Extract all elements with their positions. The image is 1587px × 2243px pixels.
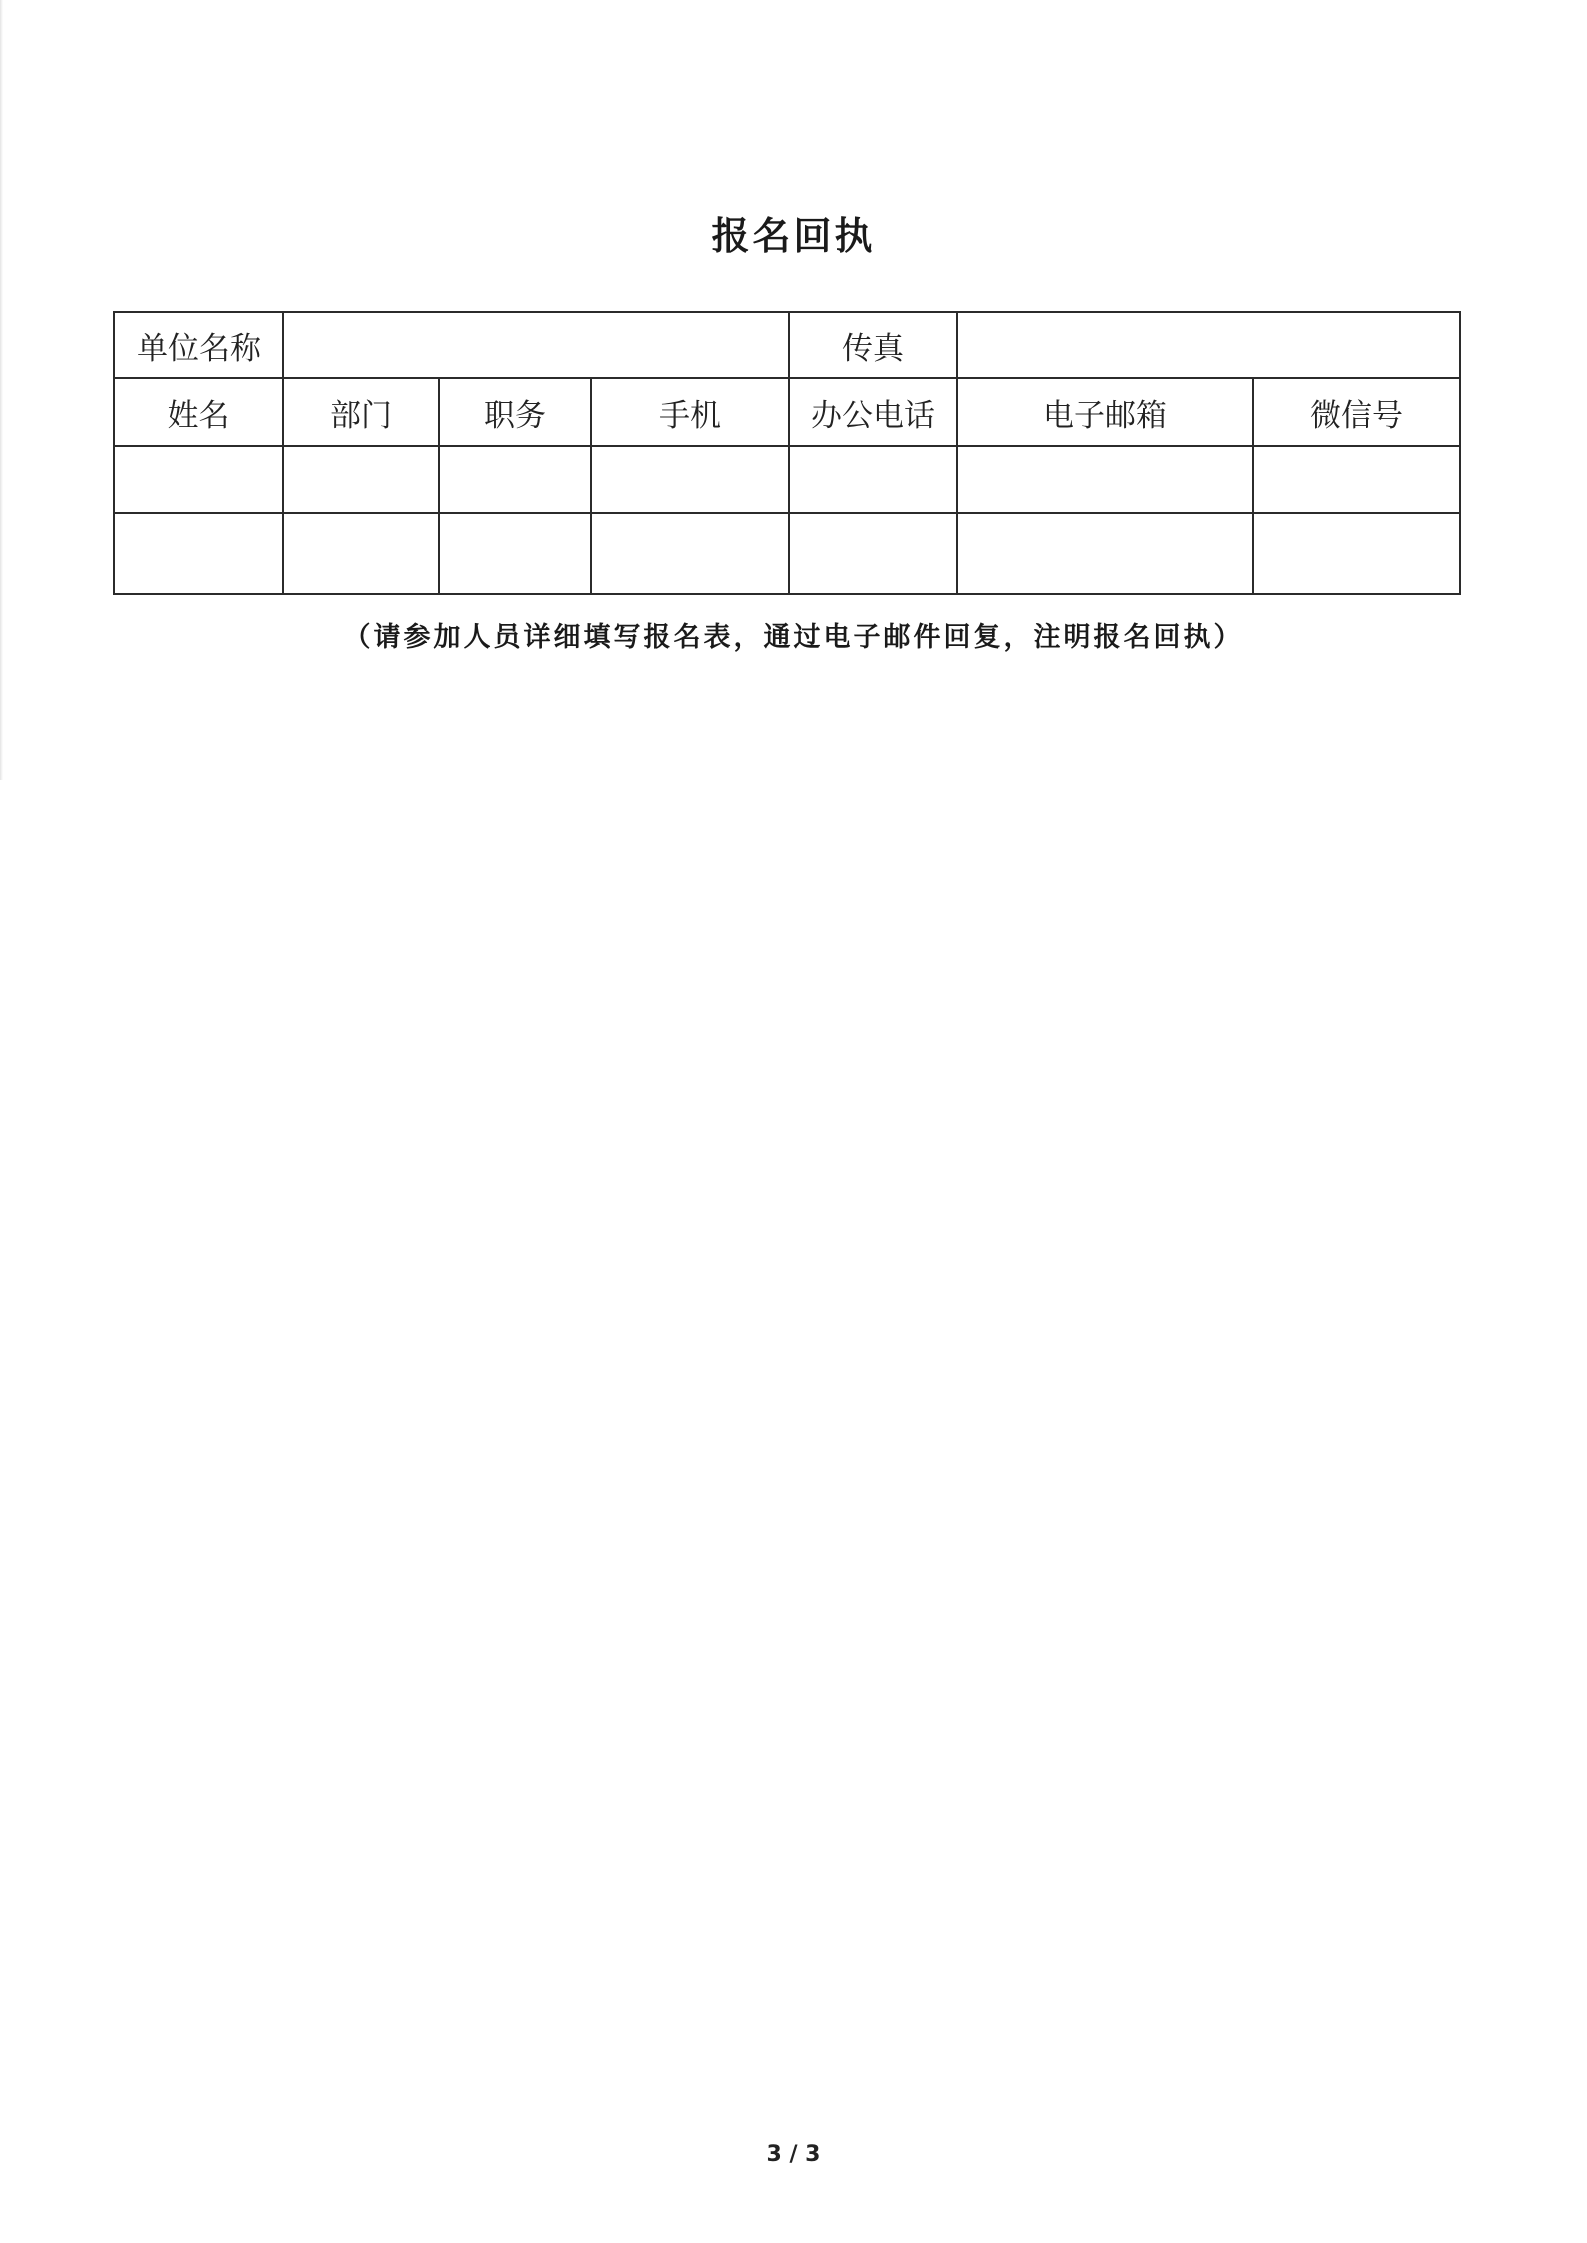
name-cell[interactable] [114, 446, 283, 513]
unit-name-field[interactable] [283, 312, 789, 378]
instruction-note: （请参加人员详细填写报名表，通过电子邮件回复，注明报名回执） [343, 622, 1244, 653]
name-cell[interactable] [114, 513, 283, 594]
page-title: 报名回执 [711, 214, 876, 258]
department-cell[interactable] [283, 513, 439, 594]
column-header-email: 电子邮箱 [957, 378, 1253, 446]
position-cell[interactable] [439, 446, 591, 513]
table-row [114, 446, 1460, 513]
mobile-cell[interactable] [591, 446, 789, 513]
column-header-office-phone: 办公电话 [789, 378, 957, 446]
registration-form-table [113, 311, 1461, 595]
table-row [114, 513, 1460, 594]
wechat-cell[interactable] [1253, 446, 1460, 513]
email-cell[interactable] [957, 446, 1253, 513]
column-header-department: 部门 [283, 378, 439, 446]
position-cell[interactable] [439, 513, 591, 594]
column-header-row [114, 378, 1460, 446]
unit-name-label: 单位名称 [114, 312, 283, 378]
email-cell[interactable] [957, 513, 1253, 594]
fax-label: 传真 [789, 312, 957, 378]
office-phone-cell[interactable] [789, 513, 957, 594]
unit-info-row [114, 312, 1460, 378]
mobile-cell[interactable] [591, 513, 789, 594]
wechat-cell[interactable] [1253, 513, 1460, 594]
fax-field[interactable] [957, 312, 1460, 378]
column-header-wechat: 微信号 [1253, 378, 1460, 446]
page-number: 3 / 3 [766, 2142, 821, 2167]
column-header-mobile: 手机 [591, 378, 789, 446]
department-cell[interactable] [283, 446, 439, 513]
scan-page-edge [0, 0, 3, 780]
column-header-position: 职务 [439, 378, 591, 446]
column-header-name: 姓名 [114, 378, 283, 446]
office-phone-cell[interactable] [789, 446, 957, 513]
